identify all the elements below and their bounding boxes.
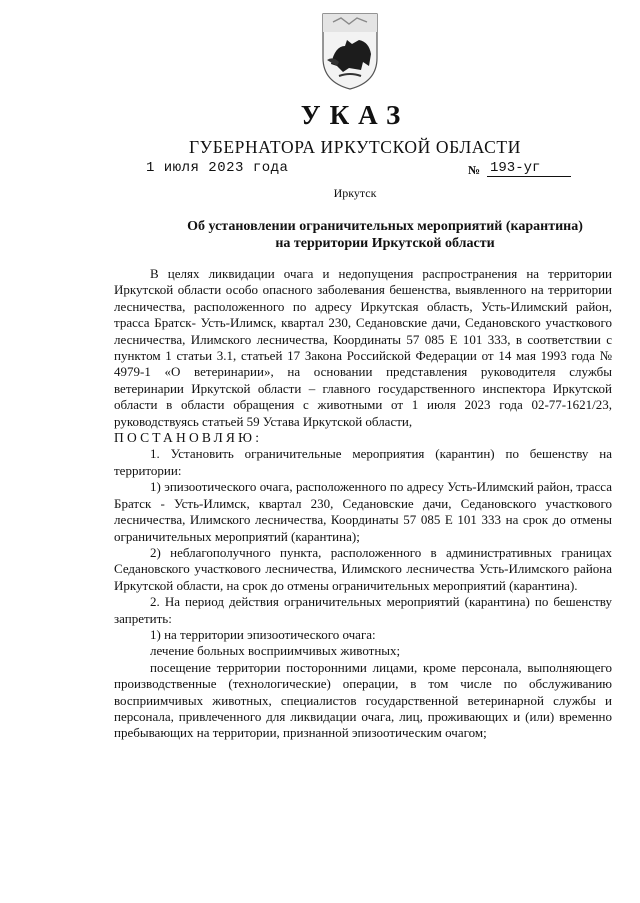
paragraph-2-1: 1) на территории эпизоотического очага: <box>150 626 376 642</box>
number-underline <box>487 176 571 177</box>
paragraph-1-2: 2) неблагополучного пункта, расположенного в административных границах Седановского участкового лесничества, Илимского лесничества Усть-Илимского района Иркутской области, на срок до отмены ограничительных мероприятий (карантина). <box>114 544 612 593</box>
postanovlyayu-heading: ПОСТАНОВЛЯЮ: <box>114 430 263 446</box>
coat-of-arms-icon <box>319 10 381 92</box>
document-body <box>114 266 612 742</box>
paragraph-2-1-b: посещение территории посторонними лицами, кроме персонала, выполняющего производственные (технологические) операции, в том числе по обслуживанию восприимчивых животных, специалистов государственной ветеринарной службы и персонала, привлеченного для ликвидации очага, лиц, проживающих и (или) временно пребывающих на территории, признанной эпизоотическим очагом; <box>114 659 612 741</box>
paragraph-2-1-a: лечение больных восприимчивых животных; <box>150 643 401 659</box>
number-sign: № <box>468 163 481 177</box>
document-heading-line1: Об установлении ограничительных мероприятий (карантина) <box>187 219 583 234</box>
preamble-paragraph: В целях ликвидации очага и недопущения распространения на территории Иркутской области особо опасного заболевания бешенства, выявленного на территории лесничества, расположенного по адресу Иркутская область, Усть-Илимский район, трасса Братск- Усть-Илимск, квартал 230, Седановские дачи, Седановского участкового лесничества, Илимского лесничества, Координаты 57 085 Е 101 333, в соответствии с пунктом 1 статьи 3.1, статьей 17 Закона Российской Федерации от 14 мая 1993 года № 4979-1 «О ветеринарии», на основании представления руководителя службы ветеринарии Иркутской области – главного государственного инспектора Иркутской области в области обращения с животными от 1 июля 2023 года 02-77-1621/23, руководствуясь статьей 59 Устава Иркутской области, <box>114 266 612 429</box>
decree-date: 1 июля 2023 года <box>146 160 289 176</box>
decree-number: 193-уг <box>490 160 541 176</box>
decree-subtitle: ГУБЕРНАТОРА ИРКУТСКОЙ ОБЛАСТИ <box>189 137 521 157</box>
decree-title: УКАЗ <box>300 100 410 130</box>
document-heading <box>158 218 612 252</box>
document-heading-line2: на территории Иркутской области <box>275 236 495 251</box>
paragraph-1-1: 1) эпизоотического очага, расположенного по адресу Усть-Илимский район, трасса Братск - Усть-Илимск, квартал 230, Седановские дачи, Седановского участкового лесничества, Илимского лесничества, Координаты 57 085 Е 101 333 на срок до отмены ограничительных мероприятий (карантина); <box>114 479 612 544</box>
paragraph-1: 1. Установить ограничительные мероприятия (карантин) по бешенству на территории: <box>114 446 612 478</box>
paragraph-2: 2. На период действия ограничительных мероприятий (карантина) по бешенству запретить: <box>114 594 612 626</box>
decree-city: Иркутск <box>333 186 377 200</box>
